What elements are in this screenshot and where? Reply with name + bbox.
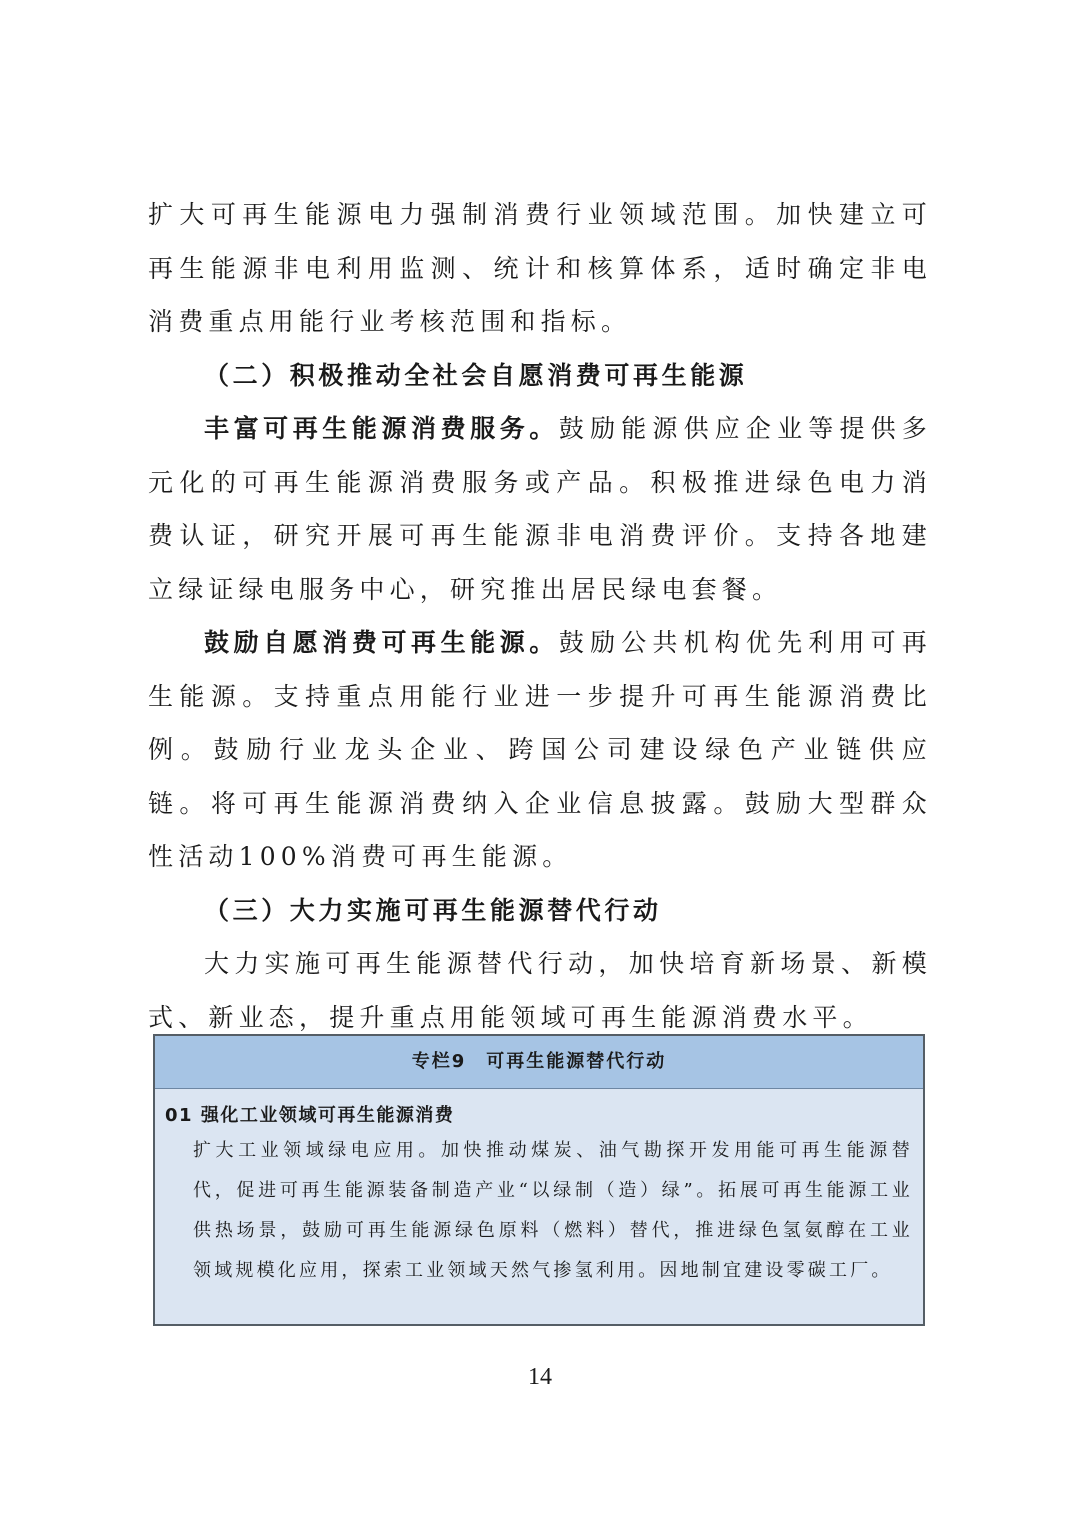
section-heading-2-text: （二）积极推动全社会自愿消费可再生能源 [204, 360, 748, 390]
section-heading-3 [148, 884, 932, 938]
paragraph-1: 扩大可再生能源电力强制消费行业领域范围。加快建立可再生能源非电利用监测、统计和核算体系，适时确定非电消费重点用能行业考核范围和指标。 [148, 200, 932, 336]
paragraph-2 [148, 402, 932, 616]
paragraph-2-lead: 丰富可再生能源消费服务。 [204, 414, 559, 443]
column-box-item-text: 扩大工业领域绿电应用。加快推动煤炭、油气勘探开发用能可再生能源替代，促进可再生能源装备制造产业“以绿制（造）绿”。拓展可再生能源工业供热场景，鼓励可再生能源绿色原料（燃料）替代，推进绿色氢氨醇在工业领域规模化应用，探索工业领域天然气掺氢利用。因地制宜建设零碳工厂。 [193, 1140, 913, 1281]
column-box-item-title: 01 强化工业领域可再生能源消费 [165, 1105, 455, 1126]
paragraph-3-text: 鼓励公共机构优先利用可再生能源。支持重点用能行业进一步提升可再生能源消费比例。鼓励行业龙头企业、跨国公司建设绿色产业链供应链。将可再生能源消费纳入企业信息披露。鼓励大型群众性活动100%消费可再生能源。 [148, 628, 933, 871]
paragraph-3 [148, 616, 932, 884]
paragraph-3-lead: 鼓励自愿消费可再生能源。 [204, 628, 559, 657]
paragraph-2-text: 鼓励能源供应企业等提供多元化的可再生能源消费服务或产品。积极推进绿色电力消费认证，研究开展可再生能源非电消费评价。支持各地建立绿证绿电服务中心，研究推出居民绿电套餐。 [148, 414, 933, 604]
column-box [153, 1034, 925, 1326]
paragraph-4: 大力实施可再生能源替代行动，加快培育新场景、新模式、新业态，提升重点用能领域可再生能源消费水平。 [148, 949, 932, 1032]
section-heading-3-text: （三）大力实施可再生能源替代行动 [204, 895, 662, 925]
column-box-header: 专栏9 可再生能源替代行动 [155, 1036, 923, 1089]
body-text [148, 188, 932, 1044]
page-number: 14 [528, 1364, 552, 1390]
section-heading-2 [148, 349, 932, 403]
